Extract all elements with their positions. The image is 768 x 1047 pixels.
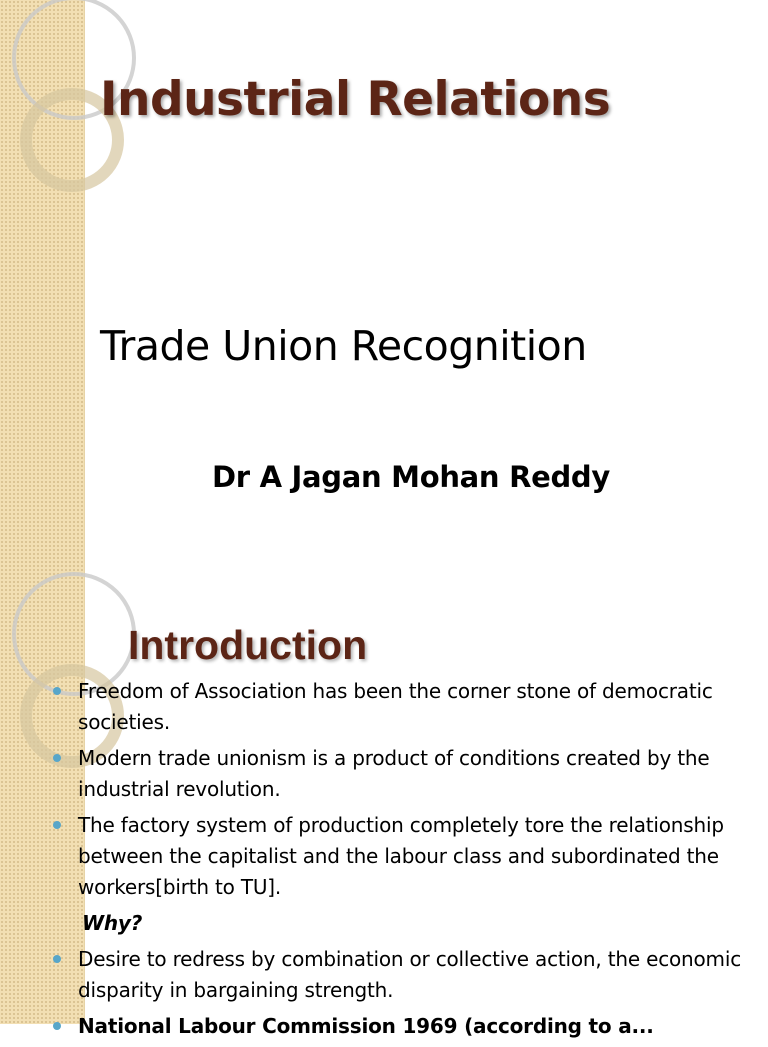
slide-heading: Introduction bbox=[128, 622, 368, 668]
slide-title-heading: Industrial Relations bbox=[100, 72, 611, 127]
slide-subtitle: Trade Union Recognition bbox=[100, 322, 587, 370]
bullet-item: Modern trade unionism is a product of conditions created by the industrial revolution. bbox=[50, 743, 750, 805]
author-name: Dr A Jagan Mohan Reddy bbox=[212, 460, 610, 494]
bullet-item: Desire to redress by combination or collective action, the economic disparity in bargaining strength. bbox=[50, 944, 750, 1006]
why-subheading: Why? bbox=[82, 911, 143, 935]
bullet-item: The factory system of production completely tore the relationship between the capitalist and the labour class and subordinated the workers[birth to TU]. bbox=[50, 810, 750, 903]
bullet-list bbox=[50, 676, 750, 1047]
bullet-item: National Labour Commission 1969 (according to a... bbox=[50, 1011, 750, 1042]
bullet-item: Freedom of Association has been the corner stone of democratic societies. bbox=[50, 676, 750, 738]
slide-introduction bbox=[0, 576, 768, 1038]
